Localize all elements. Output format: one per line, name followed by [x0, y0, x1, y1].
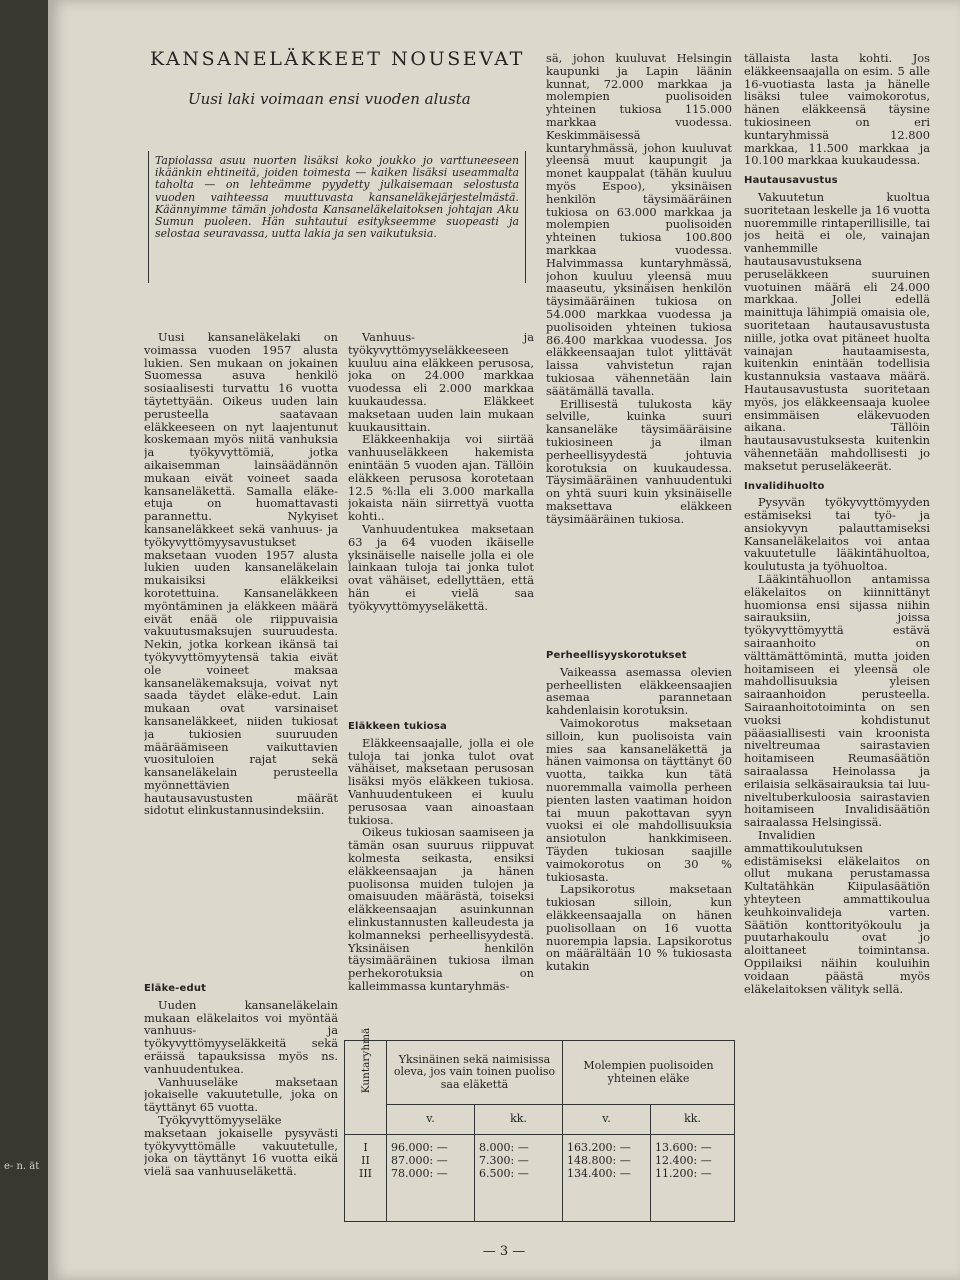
paragraph: Lapsikorotus maksetaan tukiosan silloin, kun eläkkeensaajalla on hänen puolisollaan on 16 vuotta nuorempia lapsia. Lapsikorotus on määrältään 10 % tukiosasta kutakin: [546, 882, 732, 974]
paragraph: Lääkintähuollon antamissa eläkelaitos on kiinnittänyt huomionsa ensi sijassa niihin sairauksiin, joissa työkyvyttömyyttä estävä sairaanhoito on välttämättömintä, mutta joiden hoitamiseen ei yleensä ole mahdollisuuksia yleisen sairaanhoidon perusteella. Sairaanhoitotoiminta on sen vuoksi kohdistunut pääasiallisesti vain kroonista niveltreumaa sairastavien hoitamiseen Reumasäätiön sairaalassa Heinolassa ja erilaisia selkäsairauksia tai luu-niveltuberkuloosia sairastavien hoitamiseen Invalidisäätiön sairaalassa Helsingissä.: [744, 572, 930, 830]
paragraph: Vakuutetun kuoltua suoritetaan leskelle ja 16 vuotta nuoremmille rintaperillisille, tai jos heitä ei ole, vainajan vanhemmille hautausavustuksena peruseläkkeen suuruinen vuotuinen määrä eli 24.000 markkaa. Jollei edellä mainittuja lähimpiä omaisia ole, suoritetaan hautausavustusta niille, jotka ovat pitäneet huolta vainajan hautaamisesta, kuitenkin enintään todellisia kustannuksia vastaava määrä. Hautausavustusta suoritetaan myös, jos eläkkeensaaja kuolee ensimmäisen eläkevuoden aikana. Tällöin hautausavustuksesta kuitenkin vähennetään mahdollisesti jo maksetut peruseläkeerät.: [744, 189, 930, 473]
table-cell-groups: I II III: [345, 1135, 387, 1222]
article-subtitle: Uusi laki voimaan ensi vuoden alusta: [188, 90, 471, 108]
paragraph: Työkyvyttömyyseläke maksetaan jokaiselle pysyvästi työkyvyttömälle vakuutetulle, joka on täyttänyt 16 vuotta eikä vielä saa vanhuuseläkettä.: [144, 1112, 338, 1179]
table-cell-single-month: 8.000: — 7.300: — 6.500: —: [475, 1135, 563, 1222]
paragraph: Eläkkeensaajalle, jolla ei ole tuloja tai jonka tulot ovat vähäiset, maksetaan perusosan lisäksi myös eläkkeen tukiosa. Vanhuudentukeen ei kuulu perusosaa vaan ainoastaan tukiosa.: [348, 735, 534, 827]
table-header-kuntaryhma: Kuntaryhmä: [345, 1041, 387, 1135]
table-header-single: Yksinäinen sekä naimisissa oleva, jos vain toinen puoliso saa eläkettä: [387, 1041, 563, 1105]
paragraph: Vanhuudentukea maksetaan 63 ja 64 vuoden ikäiselle yksinäiselle naiselle jolla ei ole lainkaan tuloja tai jonka tulot ovat vähäiset, edellyttäen, että hän ei vielä saa työkyvyttömyyseläkettä.: [348, 521, 534, 613]
pension-table: [344, 1027, 735, 1222]
paragraph: Vaikeassa asemassa olevien perheellisten eläkkeensaajien asemaa parannetaan kahdenlaisin korotuksin.: [546, 664, 732, 718]
table-subheader-month: kk.: [475, 1105, 563, 1135]
table-cell-single-year: 96.000: — 87.000: — 78.000: —: [387, 1135, 475, 1222]
paragraph: tällaista lasta kohti. Jos eläkkeensaajalla on esim. 5 alle 16-vuotiasta lasta ja hänelle lisäksi tulee vaimokorotus, hänen eläkkeensä täysine tukiosineen on eri kuntaryhmissä 12.800 markkaa, 11.500 markkaa ja 10.100 markkaa kuukaudessa.: [744, 52, 930, 168]
column-2-lower: [348, 713, 534, 1035]
section-heading-elake-edut: Eläke-edut: [144, 983, 207, 994]
page-number: — 3 —: [482, 1244, 526, 1259]
paragraph: Vanhuus- ja työkyvyttömyyseläkkeeseen kuuluu aina eläkkeen perusosa, joka on 24.000 markkaa vuodessa eli 2.000 markkaa kuukaudessa. Eläkkeet maksetaan uuden lain mukaan kuukausittain.: [348, 331, 534, 434]
section-heading-hautausavustus: Hautausavustus: [744, 175, 838, 187]
column-3: [546, 52, 732, 642]
table-subheader-row: [345, 1105, 735, 1135]
paragraph: Uusi kansaneläkelaki on voimassa vuoden 1957 alusta lukien. Sen mukaan on jokainen Suomessa asuva henkilö sosiaalisesti turvattu 16 vuotta täytettyään. Oikeus uuden lain perusteella saatavaan eläkkeeseen on nyt laajentunut koskemaan myös niitä vanhuksia ja työkyvyttömiä, jotka aikaisemman lainsäädännön mukaan eivät voineet saada kansaneläkettä. Samalla eläke-etuja on huomattavasti parannettu. Nykyiset kansaneläkkeet sekä vanhuus- ja työkyvyttömyysavustukset maksetaan vuoden 1957 alusta lukien uuden kansaneläkelain mukaisiksi eläkkeiksi korotettuina. Kansaneläkkeen myöntäminen ja eläkkeen määrä eivät enää ole riippuvaisia vakuutusmaksujen suuruudesta. Nekin, jotka korkean ikänsä tai työkyvyttömyytensä takia eivät ole voineet maksaa kansaneläkemaksuja, voivat nyt saada täydet eläke-edut. Lain mukaan ovat varsinaiset kansaneläkkeet, niiden tukiosat ja tukiosien suuruuden määräämiseen vaikuttavien vuosituloien rajat sekä kansaneläkelain perusteella myönnettävien hautausavustusten määrät sidotut elinkustannusindeksiin.: [144, 331, 338, 818]
table-subheader-year: v.: [563, 1105, 651, 1135]
column-3-lower: [546, 642, 732, 1035]
paragraph: Invalidien ammattikoulutuksen edistämiseksi eläkelaitos on ollut mukana perustamassa Kultatähkän Kiipulasäätiön yhteyteen ammattikoulua keuhkoinvalideja varten. Säätiön konttorityökoulu ja puutarhakoulu ovat jo aloittaneet toimintansa. Oppilaiksi näihin kouluihin voidaan päästä myös eläkelaitoksen välityk sellä.: [744, 828, 930, 996]
intro-text: Tapiolassa asuu nuorten lisäksi koko joukko jo varttuneeseen ikäänkin ehtineitä, joiden toimesta — kaiken lisäksi useammalta taholta — on lehteämme pyydetty julkaisemaan selostusta vuoden vaihteessa muuttuvasta kansaneläkejärjestelmästä. Käännyimme tämän johdosta Kansaneläkelaitoksen johtajan Aku Sumun puoleen. Hän suhtautui esitykseemme suopeasti ja selostaa seuravassa, uutta lakia ja sen vaikutuksia.: [155, 154, 519, 241]
section-heading-invalidihuolto: Invalidihuolto: [744, 480, 825, 492]
column-2: [348, 331, 534, 709]
intro-box: [148, 151, 526, 283]
table-subheader-year: v.: [387, 1105, 475, 1135]
paragraph: Pysyvän työkyvyttömyyden estämiseksi tai työ- ja ansiokyvyn palauttamiseksi Kansaneläkelaitos voi antaa vakuutetulle lääkintähuoltoa, koulutusta ja työhuoltoa.: [744, 495, 930, 574]
column-1-lower: [144, 975, 338, 1225]
article-title: KANSANELÄKKEET NOUSEVAT: [150, 48, 525, 70]
paragraph: Vanhuuseläke maksetaan jokaiselle vakuutetulle, joka on täyttänyt 65 vuotta.: [144, 1074, 338, 1115]
column-1: [144, 331, 338, 971]
table-header-couple: Molempien puolisoiden yhteinen eläke: [563, 1041, 735, 1105]
table-header-row: [345, 1041, 735, 1105]
table-cell-couple-month: 13.600: — 12.400: — 11.200: —: [651, 1135, 735, 1222]
table-row: [345, 1135, 735, 1222]
paragraph: Oikeus tukiosan saamiseen ja tämän osan suuruus riippuvat kolmesta seikasta, ensiksi eläkkeensaajan ja hänen puolisonsa muiden tulojen ja omaisuuden määrästä, toiseksi eläkkeensaajan asuinkunnan elinkustannusten kalleudesta ja kolmanneksi perheellisyydestä. Yksinäisen henkilön täysimääräinen tukiosa ilman perhekorotuksia on kalleimmassa kuntaryhmäs-: [348, 825, 534, 993]
paragraph: Vaimokorotus maksetaan silloin, kun puolisoista vain mies saa kansaneläkettä ja hänen vaimonsa on täyttänyt 60 vuotta, taikka kun tätä nuoremmalla vaimolla perheen pienten lasten vaatiman hoidon tai muun pakottavan syyn vuoksi ei ole mahdollisuuksia ansiotulon hankkimiseen. Täyden tukiosan saajille vaimokorotus on 30 % tukiosasta.: [546, 715, 732, 884]
paragraph: Uuden kansaneläkelain mukaan eläkelaitos voi myöntää vanhuus- ja työkyvyttömyyseläkkeitä sekä eräissä tapauksissa myös ns. vanhuudentukea.: [144, 997, 338, 1076]
section-heading-perheellisyyskorotukset: Perheellisyyskorotukset: [546, 650, 687, 661]
section-heading-elakkeen-tukiosa: Eläkkeen tukiosa: [348, 721, 447, 732]
table-cell-couple-year: 163.200: — 148.800: — 134.400: —: [563, 1135, 651, 1222]
table-subheader-month: kk.: [651, 1105, 735, 1135]
column-4: [744, 52, 930, 1227]
paragraph: sä, johon kuuluvat Helsingin kaupunki ja Lapin läänin kunnat, 72.000 markkaa ja molempien puolisoiden yhteinen tukiosa 115.000 markkaa vuodessa. Keskimmäisessä kuntaryhmässä, johon kuuluvat yleensä muut kaupungit ja monet kauppalat (tähän kuuluu myös Espoo), yksinäisen henkilön täysimääräinen tukiosa on 63.000 markkaa ja molempien puolisoiden yhteinen tukiosa 100.800 markkaa vuodessa. Halvimmassa kuntaryhmässä, johon kuuluu yleensä muu maaseutu, yksinäisen henkilön täysimääräinen tukiosa on 54.000 markkaa vuodessa ja puolisoiden yhteinen tukiosa 86.400 markkaa vuodessa. Jos eläkkeensaajan tulot ylittävät laissa vahvistetun rajan tukiosaa vähennetään lain säätämällä tavalla.: [546, 52, 732, 398]
adjacent-page-edge-text: e- n. ät: [4, 1161, 40, 1172]
paragraph: Erillisestä tulukosta käy selville, kuinka suuri kansaneläke täysimääräisine tukiosineen ja ilman perheellisyydestä johtuvia korotuksia on kuukaudessa. Täysimääräinen vanhuudentuki on yhtä suuri kuin yksinäiselle maksettava eläkkeen täysimääräinen tukiosa.: [546, 396, 732, 526]
paragraph: Eläkkeenhakija voi siirtää vanhuuseläkkeen hakemista enintään 5 vuoden ajan. Tällöin eläkkeen perusosa korotetaan 12.5 %:lla eli 3.000 markalla jokaista näin siirrettyä vuotta kohti..: [348, 432, 534, 524]
magazine-page: [48, 0, 960, 1280]
